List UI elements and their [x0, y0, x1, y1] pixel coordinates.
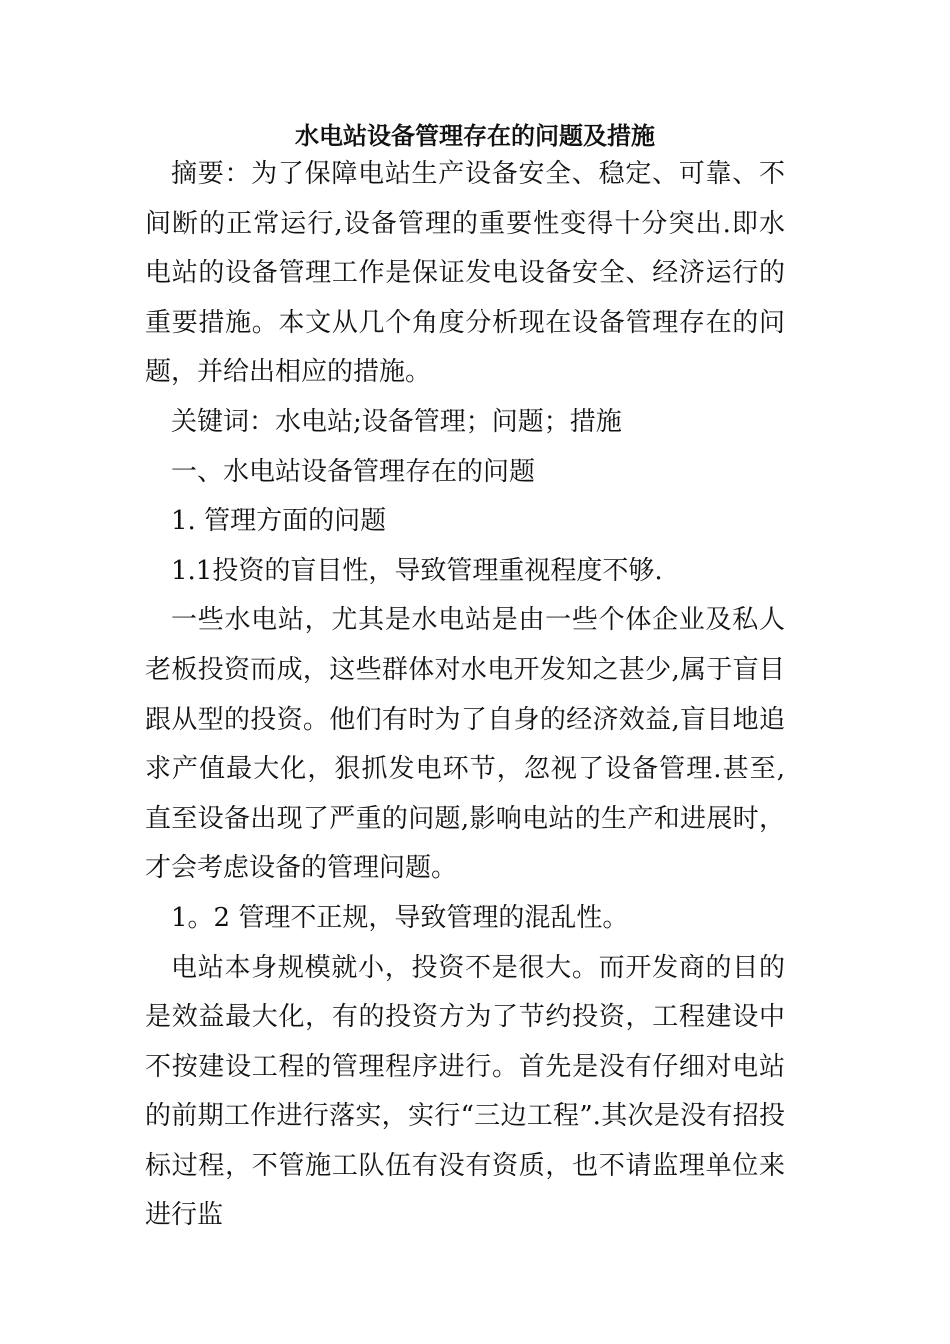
- section-heading: 一、水电站设备管理存在的问题: [171, 456, 536, 487]
- subsection-heading: 1. 管理方面的问题: [171, 506, 387, 537]
- document-title: 水电站设备管理存在的问题及措施: [295, 121, 655, 150]
- body-paragraph: 一些水电站，尤其是水电站是由一些个体企业及私人老板投资而成，这些群体对水电开发知之甚少,属于盲目跟从型的投资。他们有时为了自身的经济效益,盲目地追求产值最大化，狠抓发电环节，忽视了设备管理.甚至,直至设备出现了严重的问题,影响电站的生产和进展时，才会考虑设备的管理问题。: [145, 605, 785, 884]
- keywords-line: 关键词：水电站;设备管理；问题；措施: [171, 406, 622, 437]
- item-heading: 1.1投资的盲目性，导致管理重视程度不够.: [171, 555, 663, 586]
- item-heading: 1。2 管理不正规，导致管理的混乱性。: [171, 902, 629, 933]
- body-paragraph: 电站本身规模就小，投资不是很大。而开发商的目的是效益最大化，有的投资方为了节约投资，工程建设中不按建设工程的管理程序进行。首先是没有仔细对电站的前期工作进行落实，实行“三边工程”.其次是没有招投标过程，不管施工队伍有没有资质，也不请监理单位来进行监: [145, 952, 785, 1231]
- abstract-paragraph: 摘要：为了保障电站生产设备安全、稳定、可靠、不间断的正常运行,设备管理的重要性变得十分突出.即水电站的设备管理工作是保证发电设备安全、经济运行的重要措施。本文从几个角度分析现在设备管理存在的问题，并给出相应的措施。: [145, 159, 785, 388]
- document-body: [145, 150, 785, 1241]
